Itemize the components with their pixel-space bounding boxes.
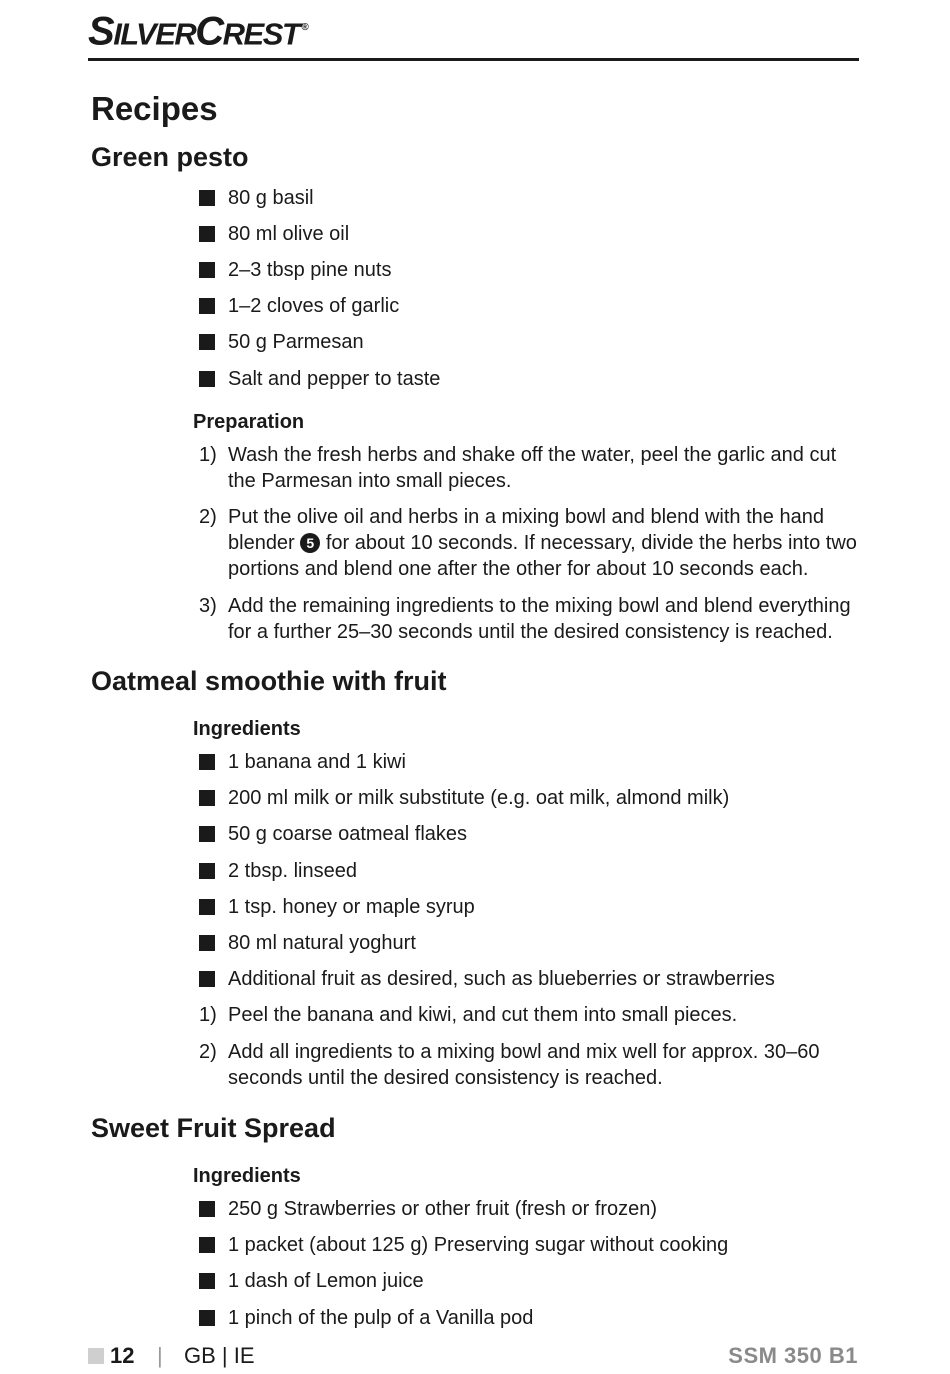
ingredients-heading: Ingredients: [193, 1165, 301, 1187]
smoothie-title: Oatmeal smoothie with fruit: [91, 666, 447, 696]
bullet-square: [199, 334, 215, 350]
bullet-square: [199, 826, 215, 842]
bullet-square: [199, 863, 215, 879]
preparation-heading: Preparation: [193, 411, 305, 433]
bullet-square: [199, 262, 215, 278]
footer-marker-square: [88, 1348, 104, 1364]
bullet-square: [199, 1273, 215, 1289]
bullet-square: [199, 899, 215, 915]
bullet-square: [199, 1310, 215, 1326]
bullet-square: [199, 1201, 215, 1217]
footer-separator: |: [157, 1343, 163, 1368]
bullet-square: [199, 371, 215, 387]
brand-logo: SILVERCREST ®: [88, 9, 308, 54]
figure-ref-badge: 5: [300, 533, 320, 553]
bullet-square: [199, 971, 215, 987]
bullet-square: [199, 754, 215, 770]
bullet-square: [199, 226, 215, 242]
page-number: 12: [110, 1343, 135, 1368]
bullet-square: [199, 935, 215, 951]
model-number: SSM 350 B1: [728, 1343, 858, 1368]
spread-title: Sweet Fruit Spread: [91, 1113, 336, 1143]
bullet-square: [199, 298, 215, 314]
pesto-title: Green pesto: [91, 142, 249, 172]
footer-country: GB | IE: [184, 1343, 255, 1368]
bullet-square: [199, 790, 215, 806]
header-rule: [88, 58, 859, 61]
bullet-square: [199, 190, 215, 206]
ingredients-heading: Ingredients: [193, 718, 301, 740]
page-title: Recipes: [91, 90, 218, 127]
bullet-square: [199, 1237, 215, 1253]
